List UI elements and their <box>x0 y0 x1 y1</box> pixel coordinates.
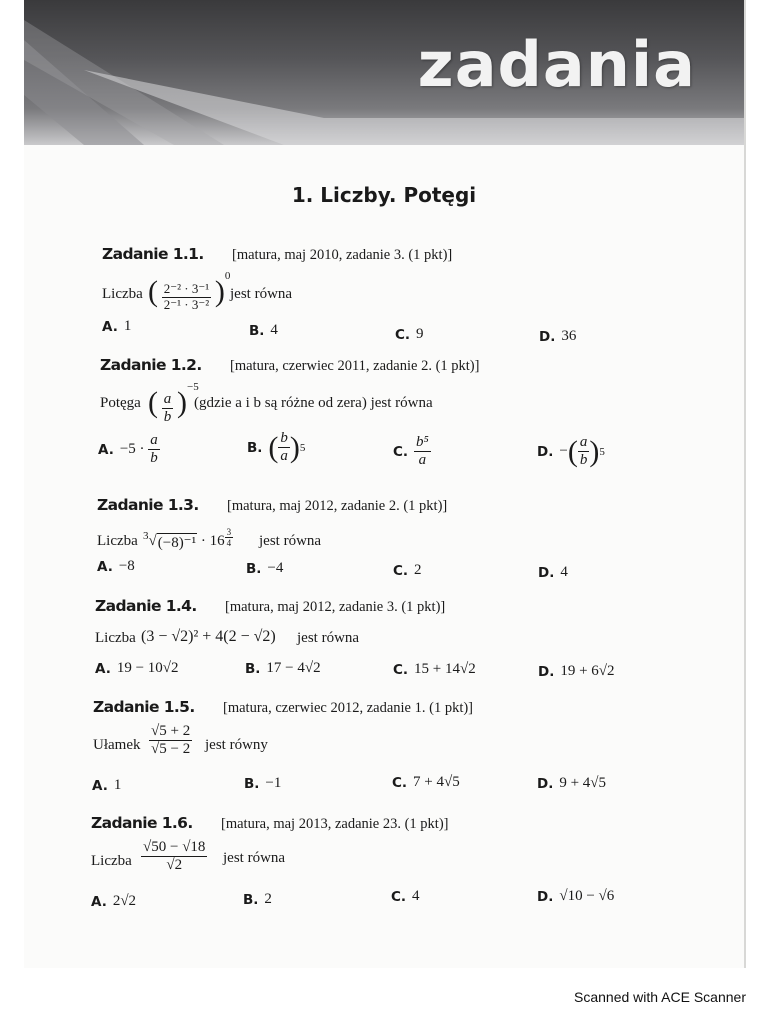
answer-d: D. 19 + 6√2 <box>538 663 615 680</box>
task-title: Zadanie 1.5. <box>93 698 195 716</box>
answer-a: A. 1 <box>92 777 122 794</box>
answer-d: D. √10 − √6 <box>537 888 615 905</box>
task-question: Liczba ( $\frac{\text{2⁻² · 3⁻¹}}{\text{2⁻¹ · 3⁻²}}$ )$^0$ jest równa <box>102 270 293 313</box>
answer-d: D. 36 <box>539 328 577 345</box>
answer-a: A. 19 − 10√2 <box>95 660 179 677</box>
answer-a: A. 1 <box>102 318 132 335</box>
task-source: [matura, maj 2013, zadanie 23. (1 pkt)] <box>221 816 449 832</box>
answer-a: A. 2√2 <box>91 893 137 910</box>
task-question: Potęga ( $\frac{a}{b}$ )$^{-5}$ (gdzie a i b są różne od zera) jest równa <box>100 381 433 426</box>
header-banner <box>24 0 744 145</box>
answer-b: B. 17 − 4√2 <box>245 660 321 677</box>
answer-b: B. 4 <box>249 322 278 339</box>
answer-b: B. 2 <box>243 891 272 908</box>
expression: ( $\frac{\text{2⁻² · 3⁻¹}}{\text{2⁻¹ · 3⁻²}}$ )$^0$ <box>148 270 231 313</box>
expression: $\frac{√50 - √18}{√2}$ <box>143 839 206 874</box>
answer-c: C. 4 <box>391 888 420 905</box>
task-1-2 <box>100 356 479 433</box>
answer-b: B. ( $\frac{b}{a}$ ) 5 <box>247 430 306 465</box>
task-title: Zadanie 1.3. <box>97 496 199 514</box>
task-1-5 <box>93 698 473 775</box>
answer-c: C. 7 + 4√5 <box>392 774 460 791</box>
chapter-title: 1. Liczby. Potęgi <box>291 183 477 207</box>
banner-word: zadania <box>417 28 696 101</box>
task-question: Liczba $\frac{√50 - √18}{√2}$ jest równa <box>91 839 286 874</box>
task-source: [matura, maj 2012, zadanie 2. (1 pkt)] <box>227 498 448 514</box>
answer-a: A. −8 <box>97 558 135 575</box>
task-source: [matura, maj 2010, zadanie 3. (1 pkt)] <box>232 247 453 263</box>
task-question: Ułamek $\frac{√5 + 2}{√5 - 2}$ jest równy <box>93 723 268 758</box>
answer-c: C. 2 <box>393 562 422 579</box>
answer-b: B. −4 <box>246 560 284 577</box>
task-source: [matura, czerwiec 2012, zadanie 1. (1 pkt)] <box>223 700 474 716</box>
task-title: Zadanie 1.6. <box>91 814 193 832</box>
task-source: [matura, maj 2012, zadanie 3. (1 pkt)] <box>225 599 446 615</box>
scanner-watermark: Scanned with ACE Scanner <box>574 989 746 1005</box>
expression: $^3$√ (−8)⁻¹ · 16 $\frac{3}{4}$ <box>143 527 232 551</box>
task-1-4 <box>95 597 445 656</box>
task-1-1 <box>102 245 452 322</box>
task-source: [matura, czerwiec 2011, zadanie 2. (1 pkt)] <box>230 358 480 374</box>
answer-d: D. 9 + 4√5 <box>537 775 607 792</box>
expression: ( $\frac{a}{b}$ )$^{-5}$ <box>148 381 199 426</box>
answer-c: C. 9 <box>395 326 424 343</box>
answer-b: B. −1 <box>244 775 282 792</box>
answer-a: A. −5 · $\frac{a}{b}$ <box>98 432 158 467</box>
task-question: Liczba (3 − √2)² + 4(2 − √2) jest równa <box>95 628 360 646</box>
task-title: Zadanie 1.1. <box>102 245 204 263</box>
expression: $\frac{√5 + 2}{√5 - 2}$ <box>151 723 191 758</box>
answer-d: D. − ( $\frac{a}{b}$ ) 5 <box>537 434 605 469</box>
answer-d: D. 4 <box>538 564 568 581</box>
answer-c: C. $\frac{\text{b⁵}}{a}$ <box>393 434 429 469</box>
task-1-6 <box>91 814 449 891</box>
expression: (3 − √2)² + 4(2 − √2) <box>141 628 276 645</box>
task-1-3 <box>97 496 447 557</box>
task-title: Zadanie 1.2. <box>100 356 202 374</box>
task-question: Liczba $^3$√ (−8)⁻¹ · 16 $\frac{3}{4}$ jest równa <box>97 527 322 551</box>
answer-c: C. 15 + 14√2 <box>393 661 476 678</box>
task-title: Zadanie 1.4. <box>95 597 197 615</box>
